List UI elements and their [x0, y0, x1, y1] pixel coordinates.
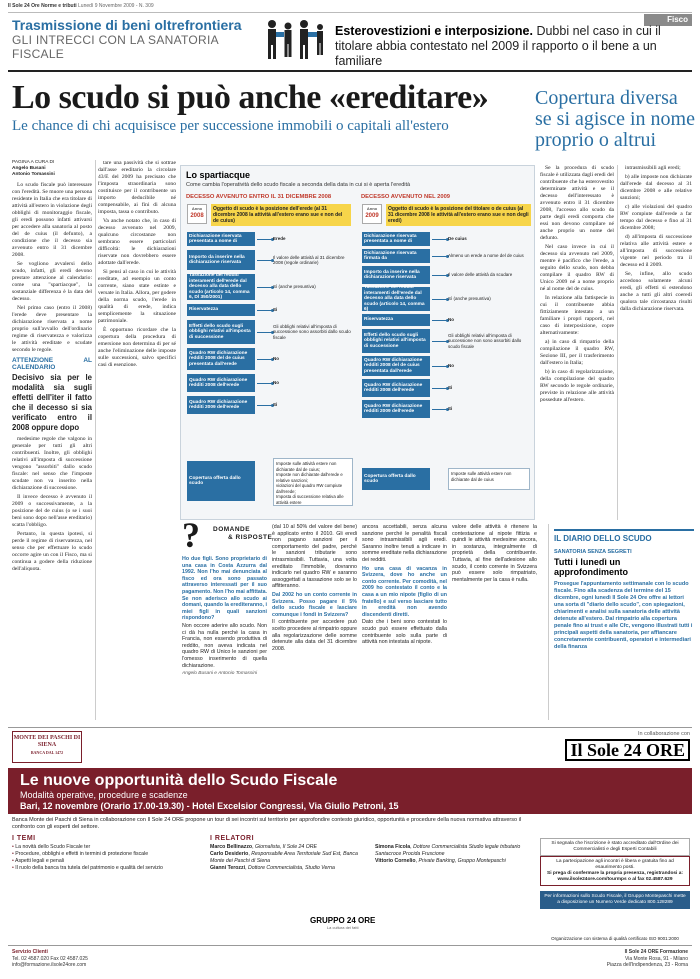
ad-footer	[8, 945, 692, 968]
ad-intro: Banca Monte dei Paschi di Siena in collaborazione con Il Sole 24 ORE propone un tour di sei incontri sul territorio per approfondire contesto giuridico, opportunità e procedure della nuova normativa attraverso il confronto con gli esperti del settore.	[12, 817, 522, 830]
box-row-value: Sì	[448, 385, 453, 391]
paragraph: Nel primo caso (entro il 2008) l'erede deve presentare la dichiarazione riservata a nome proprio sull'avvallo dell'ordinario regime di riservatezza e valorizza le attività ereditate e scudate secondo le regole.	[12, 305, 92, 353]
author-1: Angelo Busani	[12, 166, 46, 171]
paper-name: Il Sole 24 Ore Norme e tributi	[8, 3, 77, 9]
paragraph: In relazione alla fattispecie in cui il contribuente abbia fittiziamente intestato a un familiare i propri rapporti, nel caso di interposizione, copre alternativamente:	[540, 295, 614, 336]
answer: Dato che i beni sono contestati lo scudo può essere effettuato dalla contribuente solo sulla parte di attività non intestata al nipote.	[362, 619, 447, 646]
registration-text-a: La partecipazione agli incontri è libera e gratuita fino ad esaurimento posti.	[556, 859, 674, 870]
box-row-value: Il valore delle attività da scudare	[448, 272, 513, 278]
bank-sub: BANCA DAL 1472	[30, 750, 64, 755]
paragraph: Va anche notato che, in caso di decesso avvenuto nel 2009, qualcuno circostanze non sembrano essere particolari difficoltà: le dichiarazioni riservate non dovrebbero essere adottate dall'erede.	[98, 218, 176, 266]
box-row-value: Almeno un erede a nome del de cuius	[448, 253, 524, 259]
ad-speakers-2	[375, 844, 535, 865]
paragraph: Se, infine, allo scudo accedono solamente alcuni eredi, gli effetti si estendono anche a tutti gli altri coeredi qualora tale circostanza risulti dalla dichiarazione riservata.	[620, 271, 692, 312]
spartiacque-box	[180, 165, 535, 520]
top-bar	[8, 3, 692, 13]
box-row-value: No	[273, 356, 279, 362]
box-row-value: Gli obblighi relativi all'imposta di successione non sono assorbiti dallo scudo fiscale	[448, 332, 522, 349]
box-row-value: Sì	[273, 307, 278, 313]
subkicker: GLI INTRECCI CON LA SANATORIA FISCALE	[12, 33, 219, 61]
speaker-role: Dottore Commercialista, Studio Verna	[247, 865, 335, 871]
left-coverage-list	[273, 458, 353, 506]
box-row-value: Sì (anche presuntiva)	[448, 296, 491, 302]
box-row-label: Quadro RW dichiarazione redditi 2009 dell'erede	[187, 396, 255, 414]
speaker-role: Giornalista, Il Sole 24 ORE	[254, 844, 317, 850]
speaker: Gianni Terozzi, Dottore Commercialista, Studio Verna	[210, 865, 335, 871]
paragraph: Nel caso invece in cui il decesso sia avvenuto nel 2009, mentre è pacifico che l'erede, a seguito dello scudo, non debba compilare il quadro RW di Unico 2009 né a nome proprio né al nome del de cuius.	[540, 244, 614, 292]
section-heading: ATTENZIONE AL CALENDARIO	[12, 357, 92, 371]
diario-header: IL DIARIO DELLO SCUDO	[554, 529, 694, 543]
box-row-label: Tassazione dei redditi interamenti dell'erede dal decesso alla data dello scudo (articolo 14, comma 6)	[362, 287, 430, 311]
speaker-name: Marco Bellinazzo	[210, 844, 253, 850]
ad-themes	[12, 835, 182, 872]
theme-item: • Aspetti legali e penali	[12, 858, 182, 865]
box-row-value: Erede	[273, 236, 286, 242]
bank-logo	[12, 731, 82, 763]
box-row-label: Quadro RW dichiarazione redditi 2008 dell'erede	[187, 374, 255, 392]
paragraph: Se la procedura di scudo fiscale è utilizzata dagli eredi del contribuente che ha esterovestito determinate attività e se il decesso dell'interessato è avvenuto entro il 31 dicembre 2008, l'accesso allo scudo da parte degli eredi comporta che essi non devono compilare né anche proprio un nome del defunto.	[540, 165, 614, 241]
box-row-label: Effetti dello scudo sugli obblighi relativi all'imposta di successione	[362, 329, 430, 353]
subheadline: Le chance di chi acquisisce per successione immobili o capitali all'estero	[12, 118, 449, 134]
box-row-label: Quadro RW dichiarazione redditi 2008 dell'erede	[362, 379, 430, 397]
right-column-header: DECESSO AVVENUTO NEL 2009	[361, 194, 451, 200]
answer: valore delle attività è ritenere la contestazione al nipote fittizia e quindi le attività medesime ancora, in sostanza, integralmente di proprietà della contribuente. Tuttavia, al fine dell'adesione allo scudo, il conto corrente in Svizzera può essere solo rimpatriato, mentalmente per la casa è nulla.	[452, 524, 537, 583]
speaker: Simona Ficola, Dottore Commercialista Studio legale tributario Santacroce Procida Fruscione	[375, 844, 521, 857]
coverage-item: Imposte non dichiarate dall'erede e relative sanzioni;	[276, 472, 343, 483]
issue-date: Lunedì 9 Novembre 2009 - N. 309	[78, 3, 154, 9]
header-divider	[8, 70, 692, 72]
sidebar-column-1	[540, 165, 614, 520]
byline-label: PAGINA A CURA DI	[12, 160, 55, 165]
question: Dal 2002 ho un conto corrente in Svizzera. Posso pagare il 5% dello scudo fiscale e lasciare comunque i fondi in Svizzera?	[272, 591, 357, 618]
coverage-item: Imposte sulle attività estere non dichiarate dal de cuius;	[276, 461, 337, 472]
column-divider	[617, 165, 618, 520]
speaker-name: Gianni Terozzi	[210, 865, 246, 871]
theme-item: • Procedure, obblighi e effetti in termini di protezione fiscale	[12, 851, 182, 858]
year-value: 2008	[190, 213, 204, 219]
paragraph: Il invece decesso è avvenuto il 2009 o successivamente, a la posizione del de cuius (o se i suoi beni sono dopo nell'asse ereditario) scatta l'obbligo.	[12, 494, 92, 528]
left-column-header: DECESSO AVVENUTO ENTRO IL 31 DICEMBRE 2008	[186, 194, 332, 200]
themes-heading: I TEMI	[12, 835, 36, 842]
article-column-1	[12, 160, 92, 720]
box-row-label: Dichiarazione riservata presentata a nome di	[362, 232, 430, 246]
diario-label: SANATORIA SENZA SEGRETI	[554, 549, 632, 555]
registration-text-b: Si prega di confermare la propria presenza, registrandosi a: www.ilsole24ore.com/tourmps o al fax 02.4587.629	[547, 871, 683, 882]
qa-title-2: & RISPOSTE	[228, 534, 273, 541]
paragraph: c) alle violazioni del quadro RW compiute dall'erede a far tempo dal decesso e fino al 31 dicembre 2008;	[620, 204, 692, 231]
answer: Il contribuente per accedere può scelto procedere al rimpatrio oppure alla regolarizzazione delle somme detenute alla data del 31 dicembre 2008.	[272, 619, 357, 652]
author-2: Antonio Tomassini	[12, 172, 55, 177]
paragraph: Si pensi al caso in cui le attività ereditate, ad esempio un conto corrente, siano state estinte e versate in Italia. Allora, per godere della norma scudo, l'erede in qualità di erede, indica semplicemente la situazione patrimoniale.	[98, 269, 176, 324]
ad-accreditation: Si segnala che l'iscrizione è stato accreditato dall'Ordine dei Commercialisti e degli Esperti Contabili	[540, 838, 690, 856]
answer: (dal 10 al 50% del valore del bene) è applicato entro il 2010. Gli eredi non pagano sanzioni per il comportamento del padre, perché le sanzioni tributarie sono intrasmissibili. Tuttavia, una volta ereditato l'immobile, dovranno indicarlo nel quadro RW e saranno assoggettati a tassazione solo se lo affitteranno.	[272, 524, 357, 590]
year-label: Anno	[191, 206, 203, 211]
speaker-role: Dottore Commercialista Studio legale tributario Santacroce Procida Fruscione	[375, 844, 521, 857]
box-row-label: Quadro RW dichiarazione redditi 2008 del de cuius presentata dall'erede	[187, 348, 255, 370]
box-row-value: Sì (anche presuntiva)	[273, 284, 316, 290]
speaker: Carlo Desiderio, Responsabile Area Territoriale Sud Est, Banca Monte dei Paschi di Siena	[210, 851, 358, 864]
speakers-heading: I RELATORI	[210, 835, 255, 842]
theme-item: • Il ruolo della banca tra tutela del patrimonio e qualità del servizio	[12, 865, 182, 872]
footer-address-2: Piazza dell'Indipendenza, 23 - Roma	[606, 962, 688, 968]
speaker-role: Responsabile Area Territoriale Sud Est, Banca Monte dei Paschi di Siena	[210, 851, 358, 864]
answer: ancora accettabili, senza alcuna sanzione perché le penalità fiscali sono intrasmissibili agli eredi. Saranno inoltre tenuti a indicare in somme ereditate nella dichiarazione dei redditi.	[362, 524, 447, 563]
paragraph: b) alle imposte non dichiarate dall'erede dal decesso al 31 dicembre 2008 e alle relative sanzioni;	[620, 174, 692, 201]
box-row-value: No	[448, 363, 454, 369]
box-row-label: Dichiarazione riservata presentata a nome di	[187, 232, 255, 246]
collab-label: In collaborazione con	[638, 731, 690, 737]
diario-body: Prosegue l'appuntamento settimanale con lo scudo fiscale. Fino alla scadenza del termine del 15 dicembre, ogni lunedì Il Sole 24 Ore offre ai lettori una sorta di "diario dello scudo", con spiegazioni, chiarimenti e analisi sulla sanatoria delle attività detenute all'estero. Dal rimpatrio alla copertura penale fino ai trust e alle Cfc, vengono illustrati tutti i principali aspetti della sanatoria, per affiancare concretamente contribuenti, operatori e intermediari della finanza	[554, 581, 693, 650]
footer-right	[607, 949, 688, 969]
byline	[12, 160, 92, 178]
box-row-value: De cuius	[448, 236, 467, 242]
diario-box	[554, 529, 694, 719]
speaker: Marco Bellinazzo, Giornalista, Il Sole 24 ORE	[210, 844, 317, 850]
box-row-label: Quadro RW dichiarazione redditi 2008 del de cuius presentata dall'erede	[362, 356, 430, 376]
qa-column-1	[182, 556, 267, 720]
box-subtitle: Come cambia l'operatività dello scudo fiscale a seconda della data in cui si è aperta l'eredità	[186, 182, 411, 188]
paragraph: medesime regole che valgono in generale per tutti gli altri contribuenti. Inoltre, gli obblighi relativi all'imposta di successione vengono "assorbiti" dallo scudo fiscale: nel senso che l'imposte scudate non va inserito nella dichiarazione di successione.	[12, 436, 92, 491]
qa-column-2	[272, 524, 357, 720]
sole-logo-block	[560, 731, 690, 761]
footer-left	[12, 949, 88, 969]
box-row-label: Quadro RW dichiarazione redditi 2009 dell'erede	[362, 400, 430, 418]
qa-column-4	[452, 524, 537, 720]
speaker-name: Carlo Desiderio	[210, 851, 249, 857]
signature: Angelo Busani e Antonio Tomassini	[182, 671, 258, 677]
diario-title: Tutti i lunedì un approfondimento	[554, 557, 628, 577]
footer-phone: Tel. 02 4587.020 Fax 02 4587.025	[12, 955, 88, 962]
box-title: Lo spartiacque	[186, 170, 251, 180]
right-coverage-text: Imposte sulle attività estere non dichiarate dal de cuius	[448, 468, 530, 490]
right-coverage-label: Copertura offerta dallo scudo	[362, 468, 430, 490]
speaker-name: Simona Ficola	[375, 844, 411, 850]
box-row-value: No	[273, 380, 279, 386]
header-summary-bold: Esterovestizioni e interposizione.	[335, 24, 533, 38]
ad-when: Bari, 12 novembre (Orario 17.00-19.30) - Hotel Excelsior Congressi, Via Giulio Petroni, 15	[20, 801, 399, 811]
box-row-value: Il valore delle attività al 31 dicembre 2008 (regole ordinarie)	[273, 254, 345, 265]
box-row-label: Dichiarazione riservata firmata da	[362, 249, 430, 263]
header-kicker-block	[12, 18, 257, 61]
box-row-value: No	[448, 317, 454, 323]
ad-banner[interactable]	[8, 768, 692, 814]
paragraph: a) in caso di rimpatrio della compilazione il quadro RW, Sezione III, per il trasferimento dall'estero in Italia;	[540, 339, 614, 366]
article-column-2	[98, 160, 176, 720]
box-row-label: Riservatezza	[187, 304, 255, 316]
box-row-label: Importo da inserire nella dichiarazione riservata	[362, 266, 430, 284]
paragraph: Pertanto, in questa ipotesi, si perde il regime di riservatezza, nel senso che per effettuare lo scudo occorre agire un con il Fisco, ma si continua a godere della riduzione dell'aliquota.	[12, 531, 92, 572]
qa-title: DOMANDE	[213, 526, 251, 533]
footer-email[interactable]: info@formazione.ilsole24ore.com	[12, 962, 87, 968]
box-row-value: Gli obblighi relativi all'imposta di successione sono assorbiti dallo scudo fiscale	[273, 323, 351, 340]
speaker-name: Vittorio Cornelio	[375, 858, 416, 864]
coverage-item: Imposta di successione relativa alle attività estere	[276, 494, 344, 505]
question-mark-icon: ?	[182, 515, 200, 555]
header-summary	[335, 24, 690, 69]
box-row-value: Sì	[448, 406, 453, 412]
sole-logo: Il Sole 24 ORE	[565, 739, 690, 761]
footer-service: Servizio Clienti	[12, 949, 48, 955]
sidebar-headline: Copertura diversa se si agisce in nome proprio o altrui	[535, 87, 695, 151]
gruppo-name: GRUPPO 24 ORE	[310, 916, 376, 925]
paragraph: Lo scudo fiscale può interessare con l'eredità. Se muore una persona residente in Italia che era titolare di attività all'estero in violazione degli obblighi di monitoraggio fiscale, gli eredi possono infatti attivarsi per accedere alla sanatoria al posto del de cuius (il defunto), a condizione che il decesso sia avvenuto entro il 31 dicembre 2008.	[12, 182, 92, 258]
gruppo-tagline: La cultura dei fatti	[326, 925, 359, 930]
box-row-label: Importo da inserire nella dichiarazione riservata	[187, 250, 255, 270]
ad-subtitle: Modalità operative, procedure e scadenze	[20, 790, 188, 800]
paragraph: d) all'imposta di successione relativa alle attività estere e all'imposta di successione vigente nel periodo tra il decesso ed il 2009.	[620, 234, 692, 268]
answer: Non occore aderire allo scudo. Non ci dà ha nulla perché la casa in Francia, non essendo produttiva di reddito, non aveva indicata nel quadro RW di Unico le sanzioni per l'omesso inserimento di quella dichiarazione.	[182, 622, 267, 669]
question: Ho due figli. Sono proprietario di una casa in Costa Azzurra dal 1992. Non l'ho mai denunciata al fisco ed ora sono passato attraverso interessati per il suo pagamento. Non l'ho mai affittata. Se non aderisco allo scudo ai domani, quando la erediteranno, i miei figli in quali sanzioni rispondono?	[182, 556, 267, 622]
pull-quote: Decisivo sia per le modalità sia sugli effetti dell'iter il fatto che il decesso si sia verificato entro il 2008 oppure dopo	[12, 373, 92, 432]
year-badge-left	[187, 204, 207, 224]
paragraph: È opportuno ricordare che la copertura della procedura di emersione non determina di per sé anche l'eliminazione delle imposte sulle successioni, salvo specifici casi di esenzione.	[98, 327, 176, 368]
left-condition: Oggetto di scudo è la posizione dell'erede (al 31 dicembre 2008 la attività all'estero erano sue e non del de cuius)	[211, 204, 351, 226]
gruppo-logo	[310, 916, 375, 930]
ad-speakers-1	[210, 835, 370, 872]
ad-registration[interactable]	[540, 856, 690, 886]
coverage-item: violazioni del quadro RW compiute dall'erede;	[276, 483, 343, 494]
box-row-label: Effetti dello scudo sugli obblighi relativi all'imposta di successione	[187, 320, 255, 344]
year-value: 2009	[365, 213, 379, 219]
speaker-role: Private Banking, Gruppo Montepaschi	[418, 858, 506, 864]
box-row-label: Riservatezza	[362, 314, 430, 326]
ad-cert: Organizzazione con sistema di qualità certificato ISO 9001:2000	[551, 936, 679, 941]
right-condition: Oggetto di scudo è la posizione del titolare o de cuius (al 31 dicembre 2008 le attività all'estero erano sue e non degli eredi)	[386, 204, 531, 226]
box-row-value: Sì	[273, 402, 278, 408]
paragraph: intrasmissibili agli eredi;	[625, 165, 681, 171]
qa-column-3	[362, 524, 447, 720]
section-label: Fisco	[644, 14, 692, 26]
bank-name: MONTE DEI PASCHI DI SIENA	[13, 735, 81, 748]
sidebar-column-2	[620, 165, 692, 520]
theme-item: • La novità dello Scudo Fiscale ter	[12, 844, 182, 851]
paragraph: b) in caso di regolarizzazione, della compilazione del quadro RW secondo le regole ordinarie, previste in relazione alle attività possedute all'estero.	[540, 369, 614, 403]
paragraph: tare una passività che si sottrae dall'asse ereditario la circolare 43/E del 2009 ha precisato che l'imposta straordinaria sono costituisce per il contribuente un importo deducibile né compensabile, ai fini di alcuna imposta, tassa o contributo.	[98, 160, 176, 215]
column-divider	[95, 160, 96, 720]
box-row-label: Tassazione dei redditi interamenti dell'erede dal decesso alla data dello scudo (articolo 14, comma 6, Dl 350/2001)	[187, 274, 255, 300]
people-figures-icon	[262, 18, 330, 64]
column-divider	[548, 524, 549, 720]
footer-address-1: Via Monte Rosa, 91 - Milano	[625, 955, 688, 962]
paragraph: Se vogliono avvalersi dello scudo, infatti, gli eredi devono prestare attenzione al calendario: come una "spartiacque", la sostanziale differenza è la data del decesso.	[12, 261, 92, 302]
header-summary-text: Dubbi nel caso in cui il titolare abbia contestato nel 2009 il rapporto o il bene a un familiare	[335, 24, 661, 68]
left-coverage-label: Copertura offerta dallo scudo	[187, 461, 255, 501]
speaker: Vittorio Cornelio, Private Banking, Gruppo Montepaschi	[375, 858, 506, 864]
year-label: Anno	[366, 206, 378, 211]
kicker: Trasmissione di beni oltrefrontiera	[12, 17, 242, 33]
question: Ho una casa di vacanza in Svizzera, dove ho anche un conto corrente. Per comodità, nel 2009 ho contestato il conto e la casa a un mio nipote (figlio di un fratello) e sul verso lasciare tutto in eredità non avendo discendenti diretti.	[362, 565, 447, 618]
year-badge-right	[362, 204, 382, 224]
footer-company: Il Sole 24 ORE Formazione	[624, 949, 688, 955]
headline: Lo scudo si può anche «ereditare»	[12, 79, 489, 116]
ad-title: Le nuove opportunità dello Scudo Fiscale	[20, 772, 338, 789]
ad-green-number[interactable]: Per informazioni sullo Scudo Fiscale, il Gruppo Montepaschi mette a disposizione un Numero Verde dedicato 800.128289	[540, 891, 690, 909]
